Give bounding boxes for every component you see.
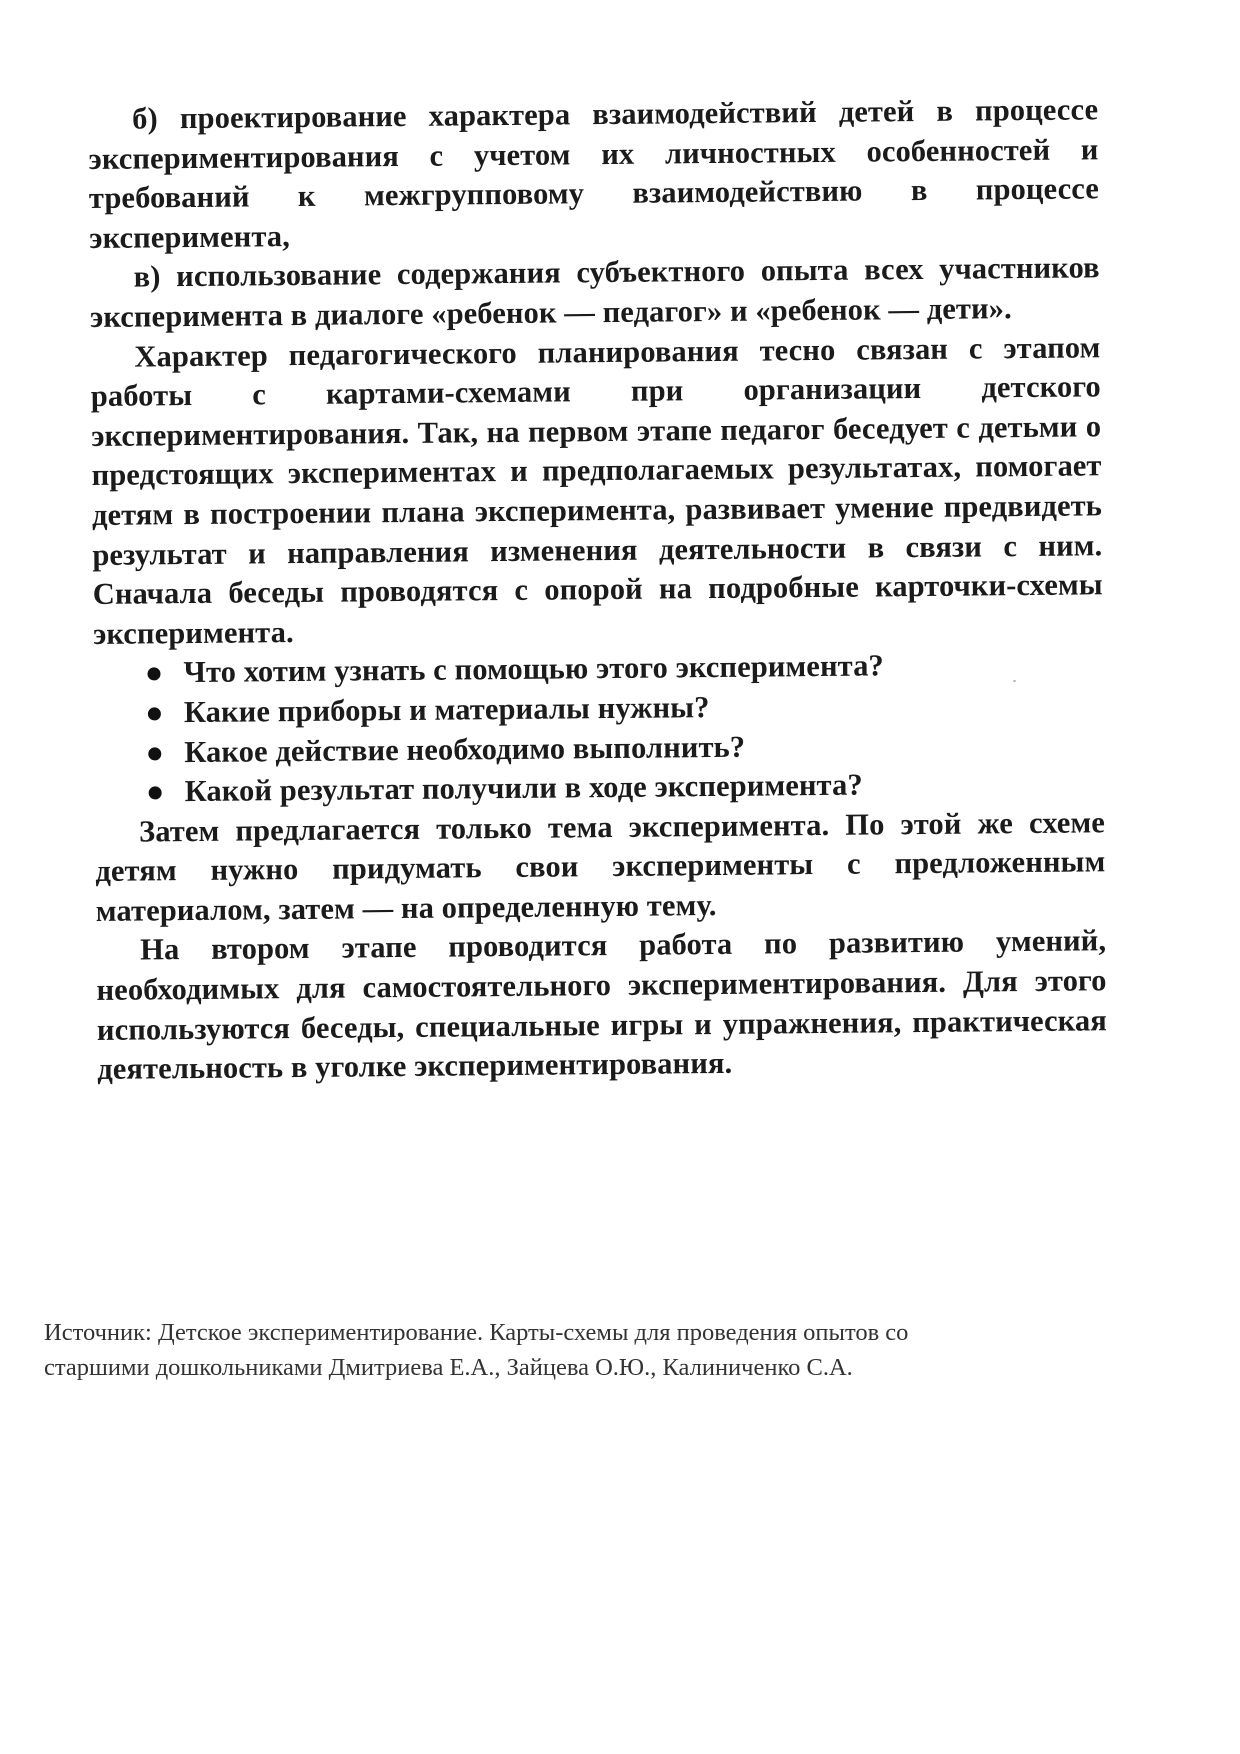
source-line-2: старшими дошкольниками Дмитриева Е.А., Зайцева О.Ю., Калиниченко С.А. bbox=[44, 1354, 853, 1381]
paragraph-b: б) проектирование характера взаимодействий детей в процессе экспериментирования с учетом их личностных особенностей и требований к межгрупповому взаимодействию в процессе эксперимента, bbox=[88, 92, 1100, 255]
bullet-icon bbox=[148, 747, 161, 760]
scanned-book-page bbox=[88, 90, 1107, 1089]
bullet-icon bbox=[148, 707, 161, 720]
bullet-icon bbox=[147, 668, 160, 681]
bullet-icon bbox=[149, 786, 162, 799]
paragraph-v: в) использование содержания субъектного опыта всех участников эксперимента в диалоге «ребенок — педагог» и «ребенок — дети». bbox=[89, 250, 1100, 334]
paragraph-then: Затем предлагается только тема эксперимента. По этой же схеме детям нужно придумать свои эксперименты с предложенным материалом, затем — на определенную тему. bbox=[95, 804, 1106, 928]
question-list bbox=[93, 645, 1104, 813]
scan-speck bbox=[1013, 680, 1016, 682]
list-item-text: Какой результат получили в ходе эксперимента? bbox=[184, 767, 863, 809]
paragraph-planning: Характер педагогического планирования тесно связан с этапом работы с картами-схемами при организации детского экспериментирования. Так, на первом этапе педагог беседует с детьми о предстоящих экспериментах и предполагаемых результатах, помогает детям в построении плана эксперимента, развивает умение предвидеть результат и направления изменения деятельности в связи с ним. Сначала беседы проводятся с опорой на подробные карточки-схемы эксперимента. bbox=[90, 329, 1103, 651]
source-line-1: Источник: Детское экспериментирование. Карты-схемы для проведения опытов со bbox=[44, 1319, 909, 1346]
list-item-text: Что хотим узнать с помощью этого эксперимента? bbox=[183, 648, 884, 690]
paragraph-second-stage: На втором этапе проводится работа по развитию умений, необходимых для самостоятельного экспериментирования. Для этого используются беседы, специальные игры и упражнения, практическая деятельность в уголке экспериментирования. bbox=[96, 923, 1108, 1087]
list-item-text: Какие приборы и материалы нужны? bbox=[183, 689, 710, 730]
list-item-text: Какое действие необходимо выполнить? bbox=[184, 729, 746, 769]
source-citation bbox=[44, 1315, 1164, 1385]
